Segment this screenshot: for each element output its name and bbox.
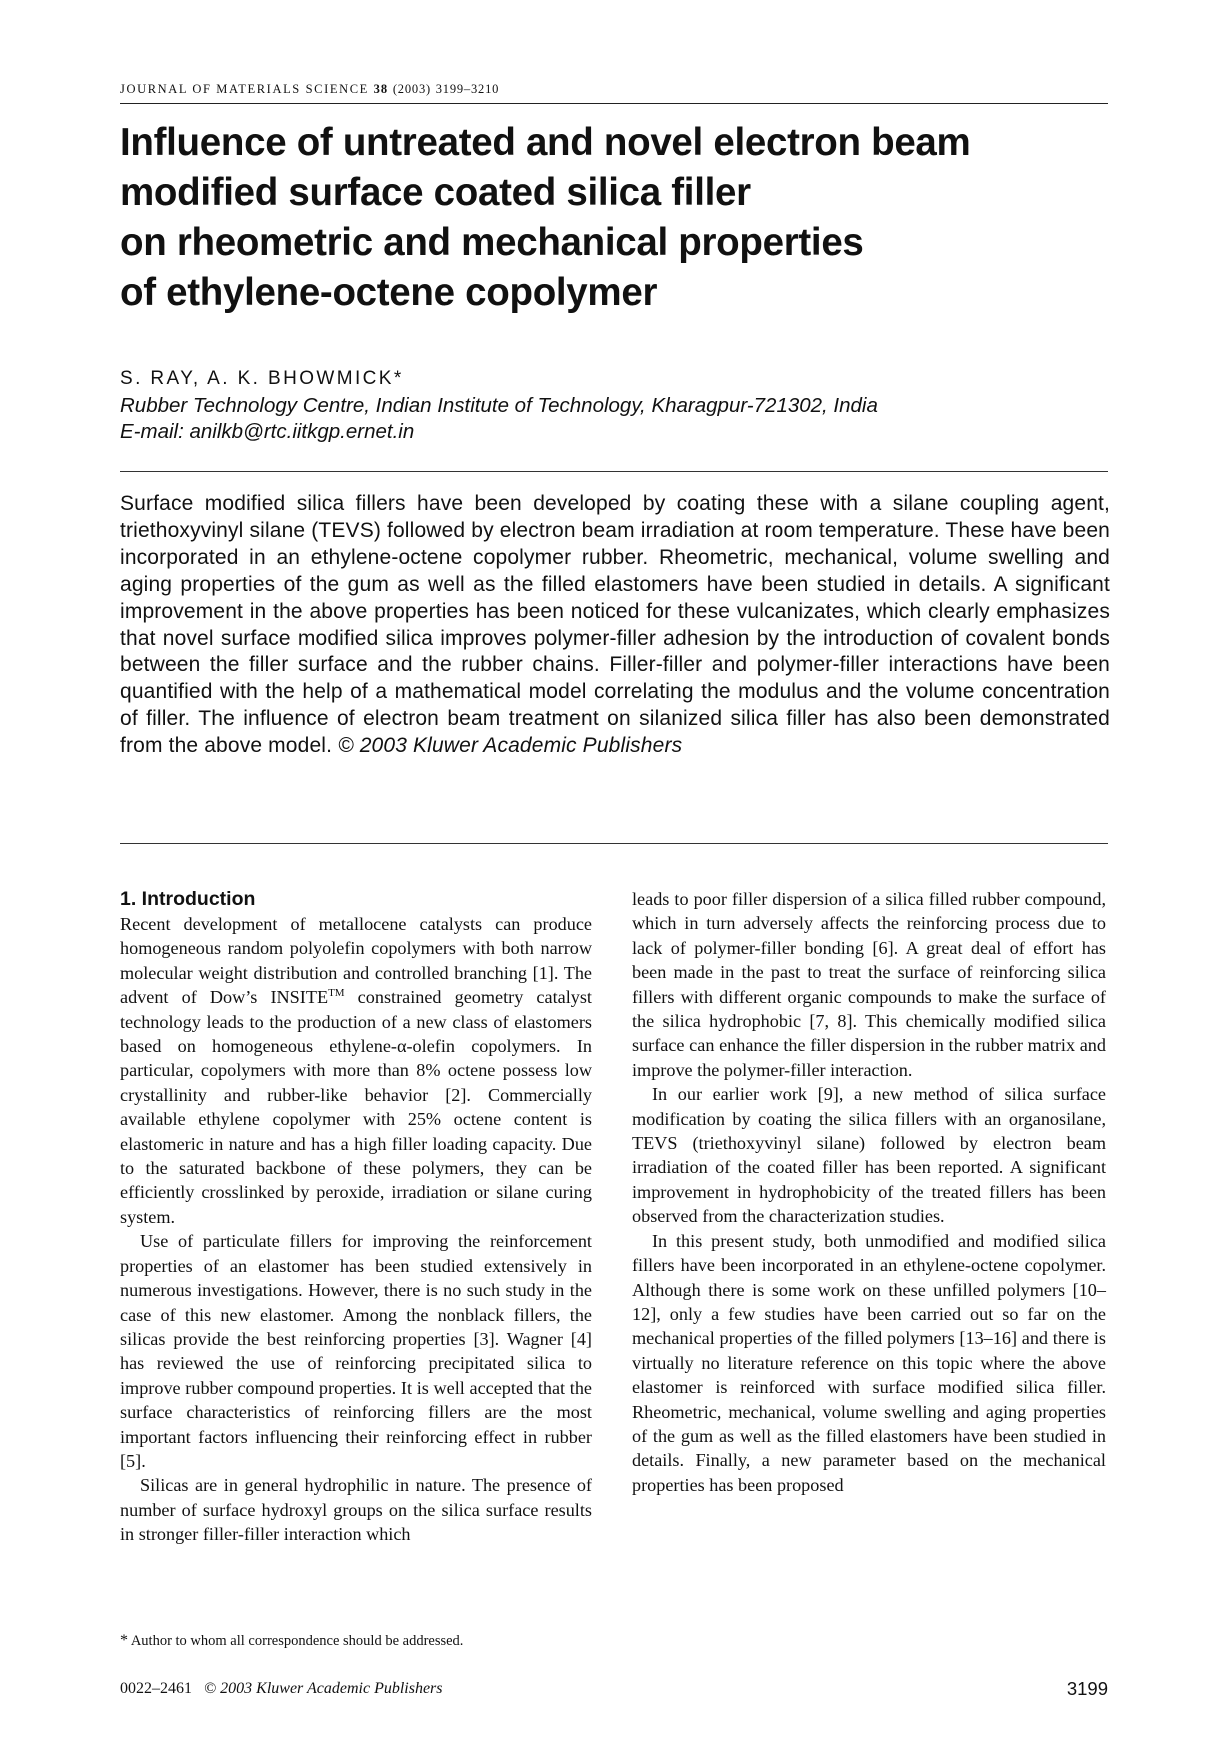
email: E-mail: anilkb@rtc.iitkgp.ernet.in — [120, 420, 415, 443]
paragraph — [120, 912, 592, 1229]
title-line: modified surface coated silica filler — [120, 171, 751, 214]
footer-left — [120, 1680, 443, 1698]
footer-publisher: © 2003 Kluwer Academic Publishers — [204, 1680, 443, 1697]
paragraph: Use of particulate fillers for improving the reinforcement properties of an elastomer has been studied extensively in numerous investigations. However, there is no such study in the case of this new elastomer. Among the nonblack fillers, the silicas provide the best reinforcing properties [3]. Wagner [4] has reviewed the use of reinforcing precipitated silica to improve rubber compound properties. It is well accepted that the surface characteristics of reinforcing fillers are the most important factors influencing their reinforcing effect in rubber [5]. — [120, 1231, 592, 1471]
column-left — [120, 887, 592, 1547]
issn: 0022–2461 — [120, 1680, 192, 1697]
paragraph-text: Recent development of metallocene catalysts can produce homogeneous random polyolefin copolymers with both narrow molecular weight distribution and controlled branching [1]. The advent of Dow’s INSITE — [120, 914, 592, 1008]
authors: S. RAY, A. K. BHOWMICK* — [120, 368, 404, 389]
divider — [120, 471, 1108, 472]
journal-header — [120, 82, 1108, 104]
journal-name: JOURNAL OF MATERIALS SCIENCE — [120, 82, 369, 96]
affiliation: Rubber Technology Centre, Indian Institute of Technology, Kharagpur-721302, India — [120, 394, 878, 417]
journal-year: (2003) — [392, 82, 431, 96]
title-line: on rheometric and mechanical properties — [120, 221, 864, 264]
footnote-text: Author to whom all correspondence should be addressed. — [128, 1633, 464, 1649]
abstract-text: Surface modified silica fillers have been developed by coating these with a silane coupling agent, triethoxyvinyl silane (TEVS) followed by electron beam irradiation at room temperature. These have been incorporated in an ethylene-octene copolymer rubber. Rheometric, mechanical, volume swelling and aging properties of the gum as well as the filled elastomers have been studied in details. A significant improvement in the above properties has been noticed for these vulcanizates, which clearly emphasizes that novel surface modified silica improves polymer-filler adhesion by the introduction of covalent bonds between the filler surface and the rubber chains. Filler-filler and polymer-filler interactions have been quantified with the help of a mathematical model correlating the modulus and the volume concentration of filler. The influence of electron beam treatment on silanized silica filler has also been demonstrated from the above model. — [120, 492, 1110, 758]
column-right — [632, 887, 1106, 1497]
paragraph: In our earlier work [9], a new method of silica surface modification by coating the silica fillers with an organosilane, TEVS (triethoxyvinyl silane) followed by electron beam irradiation of the coated filler has been reported. A significant improvement in hydrophobicity of the treated fillers has been observed from the characterization studies. — [632, 1084, 1106, 1227]
section-heading: 1. Introduction — [120, 888, 256, 910]
page-number: 3199 — [1066, 1678, 1108, 1699]
footnote — [120, 1632, 463, 1650]
paragraph: leads to poor filler dispersion of a silica filled rubber compound, which in turn adversely affects the reinforcing process due to lack of polymer-filler bonding [6]. A great deal of effort has been made in the past to treat the surface of reinforcing silica fillers with different organic compounds to make the surface of the silica hydrophobic [7, 8]. This chemically modified silica surface can enhance the filler dispersion in the rubber matrix and improve the polymer-filler interaction. — [632, 889, 1106, 1080]
trademark-superscript: TM — [328, 987, 345, 1000]
abstract-copyright: © 2003 Kluwer Academic Publishers — [338, 734, 683, 758]
paragraph: In this present study, both unmodified and modified silica fillers have been incorporated in an ethylene-octene copolymer. Although there is some work on these unfilled polymers [10–12], only a few studies have been carried out so far on the mechanical properties of the filled polymers [13–16] and there is virtually no literature reference on this topic where the above elastomer is reinforced with surface modified silica filler. Rheometric, mechanical, volume swelling and aging properties of the gum as well as the filled elastomers have been studied in details. Finally, a new parameter based on the mechanical properties has been proposed — [632, 1230, 1106, 1495]
paragraph-text: constrained geometry catalyst technology leads to the production of a new class of elastomers based on homogeneous ethylene-α-olefin copolymers. In particular, copolymers with more than 8% octene possess low crystallinity and rubber-like behavior [2]. Commercially available ethylene copolymer with 25% octene content is elastomeric in nature and has a high filler loading capacity. Due to the saturated backbone of these polymers, they can be efficiently crosslinked by peroxide, irradiation or silane curing system. — [120, 987, 592, 1227]
article-title — [120, 118, 1110, 318]
divider — [120, 843, 1108, 844]
paragraph: Silicas are in general hydrophilic in nature. The presence of number of surface hydroxyl groups on the silica surface results in stronger filler-filler interaction which — [120, 1475, 592, 1545]
title-line: of ethylene-octene copolymer — [120, 271, 658, 314]
abstract — [120, 491, 1110, 760]
footnote-mark: * — [120, 1632, 128, 1649]
journal-volume: 38 — [373, 82, 389, 96]
affiliation-block — [120, 393, 878, 445]
journal-pages: 3199–3210 — [435, 82, 500, 96]
title-line: Influence of untreated and novel electron beam — [120, 121, 971, 164]
